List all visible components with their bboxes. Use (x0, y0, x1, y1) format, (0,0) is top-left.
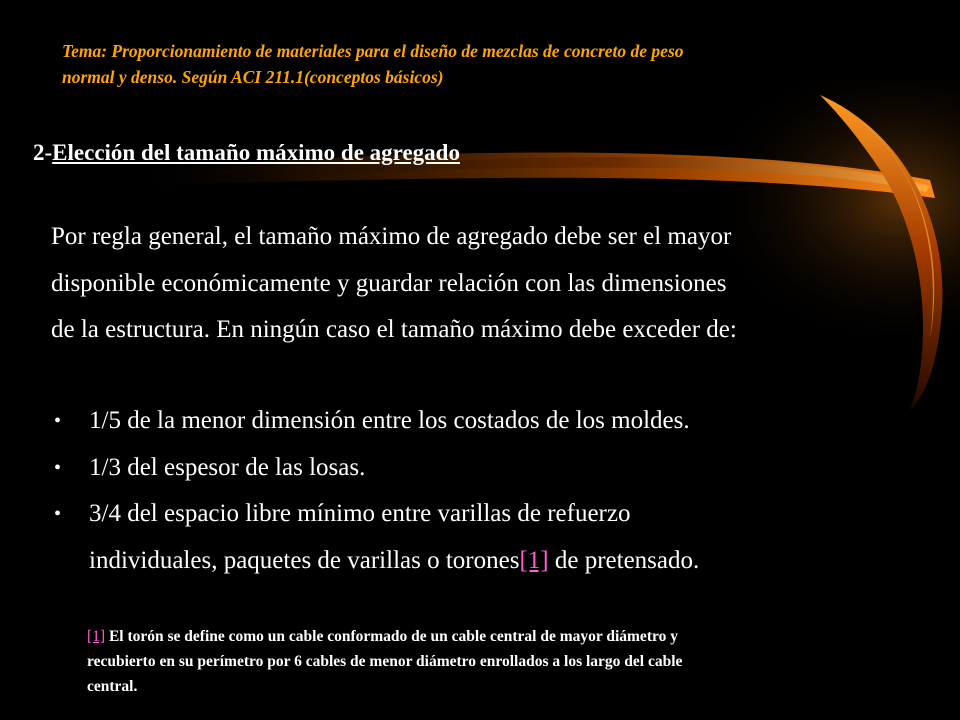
bullet-item-2 (51, 445, 941, 492)
bullet-text-2: 1/3 del espesor de las losas. (89, 453, 366, 481)
heading-prefix: 2- (33, 140, 53, 165)
footnote (87, 624, 927, 699)
footnote-text-1: El torón se define como un cable conformado de un cable central de mayor diámetro y (105, 628, 678, 645)
bullet-list (51, 398, 941, 584)
body-paragraph (51, 214, 941, 354)
paragraph-line-1: Por regla general, el tamaño máximo de agregado debe ser el mayor (51, 223, 732, 250)
footnote-line-3: central. (87, 678, 138, 695)
bullet-text-3-after-ref: de pretensado. (548, 546, 700, 574)
topic-header (62, 38, 932, 90)
bullet-text-3-line-2 (89, 538, 941, 585)
topic-line-2: normal y denso. Según ACI 211.1(conceptos básicos) (62, 67, 444, 87)
bullet-item-3 (51, 491, 941, 584)
paragraph-line-3: de la estructura. En ningún caso el tamaño máximo debe exceder de: (51, 316, 737, 343)
topic-line-1: Tema: Proporcionamiento de materiales para el diseño de mezclas de concreto de peso (62, 41, 684, 61)
heading-text: Elección del tamaño máximo de agregado (52, 140, 460, 165)
footnote-line-1 (87, 624, 927, 649)
section-heading (33, 138, 460, 168)
paragraph-line-2: disponible económicamente y guardar relación con las dimensiones (51, 269, 727, 297)
bullet-item-1 (51, 398, 941, 445)
footnote-reference-link[interactable]: [1] (519, 546, 549, 574)
footnote-line-2: recubierto en su perímetro por 6 cables de menor diámetro enrollados a los largo del cable (87, 653, 683, 670)
bullet-text-3-before-ref: individuales, paquetes de varillas o torones (89, 546, 520, 574)
bullet-icon: • (54, 410, 62, 432)
bullet-icon: • (54, 456, 62, 479)
bullet-text-1: 1/5 de la menor dimensión entre los costados de los moldes. (89, 407, 690, 434)
bullet-text-3-line-1: 3/4 del espacio libre mínimo entre varillas de refuerzo (89, 500, 631, 527)
footnote-backlink[interactable]: [1] (87, 628, 106, 645)
bullet-icon: • (54, 503, 62, 525)
